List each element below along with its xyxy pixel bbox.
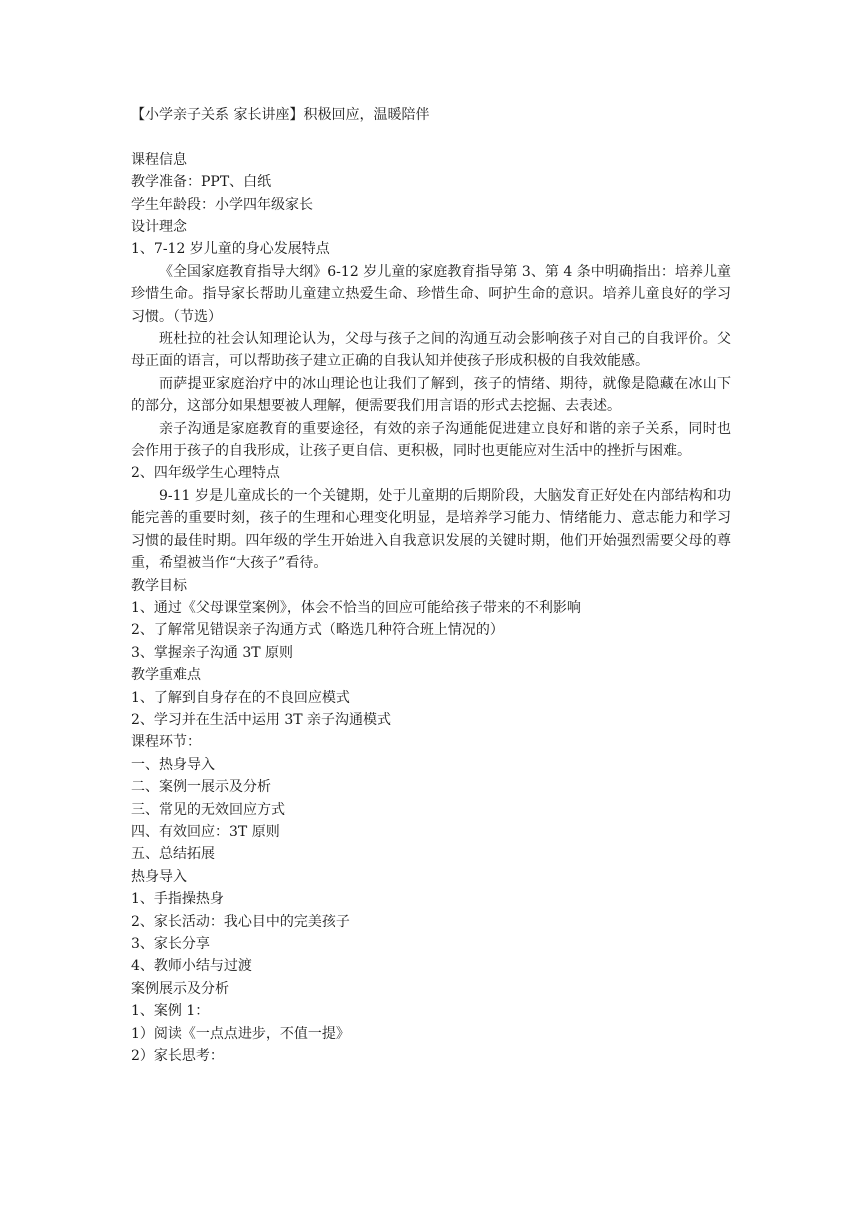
- list-item: 一、热身导入: [131, 756, 215, 773]
- section-heading-goals: 教学目标: [131, 577, 187, 594]
- list-item: 4、教师小结与过渡: [131, 958, 252, 975]
- document-title: 【小学亲子关系 家长讲座】积极回应，温暖陪伴: [131, 107, 430, 123]
- section-heading-case: 案例展示及分析: [131, 980, 229, 997]
- list-item: 2）家长思考：: [131, 1048, 224, 1065]
- list-item: 3、家长分享: [131, 936, 210, 953]
- list-item: 二、案例一展示及分析: [131, 779, 271, 796]
- subsection-title: 1、7-12 岁儿童的身心发展特点: [131, 241, 330, 258]
- paragraph: 9-11 岁是儿童成长的一个关键期，处于儿童期的后期阶段，大脑发育正好处在内部结构和功能完善的重要时刻，孩子的生理和心理变化明显，是培养学习能力、情绪能力、意志能力和学习习惯的最佳时期。四年级的学生开始进入自我意识发展的关键时期，他们开始强烈需要父母的尊重，希望被当作“大孩子”看待。: [131, 487, 731, 572]
- list-item: 2、家长活动：我心目中的完美孩子: [131, 913, 350, 930]
- student-age: 学生年龄段：小学四年级家长: [131, 196, 313, 213]
- paragraph: 而萨提亚家庭治疗中的冰山理论也让我们了解到，孩子的情绪、期待，就像是隐藏在冰山下的部分，这部分如果想要被人理解，便需要我们用言语的形式去挖掘、去表述。: [131, 375, 731, 415]
- paragraph: 亲子沟通是家庭教育的重要途径，有效的亲子沟通能促进建立良好和谐的亲子关系，同时也会作用于孩子的自我形成，让孩子更自信、更积极，同时也更能应对生活中的挫折与困难。: [131, 420, 731, 460]
- list-item: 3、掌握亲子沟通 3T 原则: [131, 644, 294, 661]
- paragraph: 班杜拉的社会认知理论认为，父母与孩子之间的沟通互动会影响孩子对自己的自我评价。父母正面的语言，可以帮助孩子建立正确的自我认知并使孩子形成积极的自我效能感。: [131, 331, 731, 370]
- list-item: 2、了解常见错误亲子沟通方式（略选几种符合班上情况的）: [131, 622, 504, 639]
- list-item: 1、通过《父母课堂案例》，体会不恰当的回应可能给孩子带来的不利影响: [131, 599, 581, 616]
- section-heading-course-info: 课程信息: [131, 151, 187, 168]
- list-item: 2、学习并在生活中运用 3T 亲子沟通模式: [131, 711, 392, 728]
- subsection-title: 2、四年级学生心理特点: [131, 465, 280, 482]
- section-heading-course-steps: 课程环节：: [131, 734, 201, 751]
- section-heading-key-points: 教学重难点: [131, 667, 201, 684]
- list-item: 1、了解到自身存在的不良回应模式: [131, 689, 350, 706]
- teaching-prep: 教学准备：PPT、白纸: [131, 174, 272, 191]
- list-item: 五、总结拓展: [131, 846, 215, 863]
- document-page: [131, 104, 731, 1067]
- blank-line: [131, 126, 731, 148]
- list-item: 1、手指操热身: [131, 891, 224, 908]
- section-heading-design: 设计理念: [131, 219, 187, 236]
- section-heading-warmup: 热身导入: [131, 868, 187, 885]
- paragraph: 《全国家庭教育指导大纲》6-12 岁儿童的家庭教育指导第 3、第 4 条中明确指出：培养儿童珍惜生命。指导家长帮助儿童建立热爱生命、珍惜生命、呵护生命的意识。培养儿童良好的学习习惯。（节选）: [131, 263, 731, 325]
- list-item: 1、案例 1：: [131, 1003, 210, 1020]
- list-item: 四、有效回应：3T 原则: [131, 823, 280, 840]
- list-item: 1）阅读《一点点进步，不值一提》: [131, 1025, 350, 1042]
- list-item: 三、常见的无效回应方式: [131, 801, 285, 818]
